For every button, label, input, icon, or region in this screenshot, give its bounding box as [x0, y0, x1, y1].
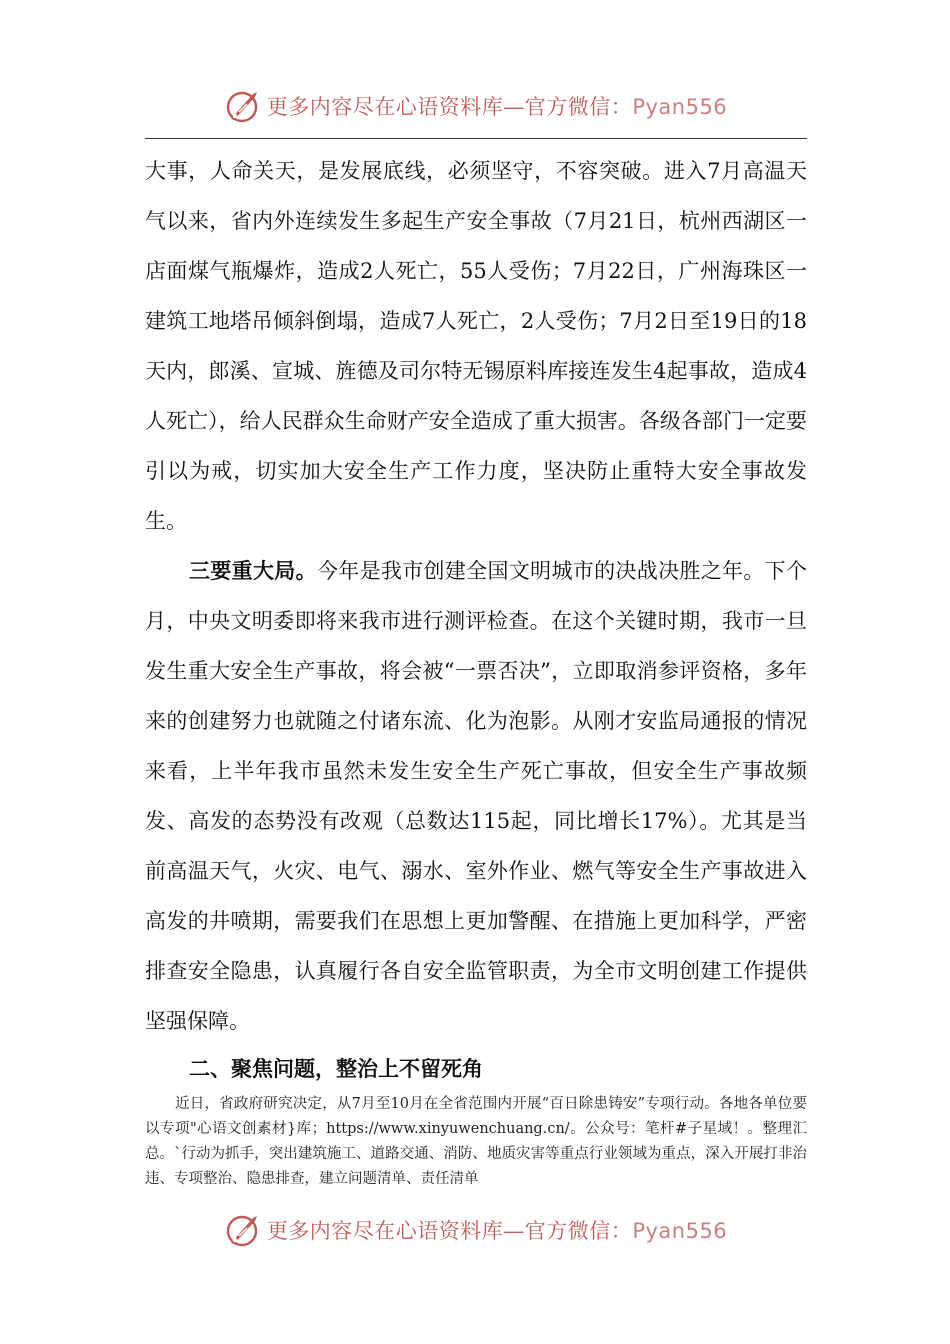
section-heading-2: 二、聚焦问题，整治上不留死角	[189, 1057, 483, 1081]
paragraph-3: 近日，省政府研究决定，从7月至10月在全省范围内开展“百日除患铸安”专项行动。各地各单位要以专项"心语文创素材}库；https://www.xinyuwenchuang.cn/。公众号：笔杆#子星域！。整理汇总。`行动为抓手，突出建筑施工、道路交通、消防、地质灾害等重点行业领域为重点，深入开展打非治违、专项整治、隐患排查，建立问题清单、责任清单	[145, 1096, 807, 1187]
footer-banner-wechat-id: Pyan556	[632, 1219, 728, 1243]
document-body	[145, 146, 807, 1192]
footer-banner-title: 更多内容尽在心语资料库—官方微信：	[266, 1219, 633, 1243]
quill-pen-logo-icon	[223, 86, 263, 126]
banner-title: 更多内容尽在心语资料库—官方微信：	[266, 95, 633, 119]
banner-text	[267, 91, 727, 121]
paragraph-1: 大事，人命关天，是发展底线，必须坚守，不容突破。进入7月高温天气以来，省内外连续发生多起生产安全事故（7月21日，杭州西湖区一店面煤气瓶爆炸，造成2人死亡，55人受伤；7月22日，广州海珠区一建筑工地塔吊倾斜倒塌，造成7人死亡，2人受伤；7月2日至19日的18天内，郎溪、宣城、旌德及司尔特无锡原料库接连发生4起事故，造成4人死亡），给人民群众生命财产安全造成了重大损害。各级各部门一定要引以为戒，切实加大安全生产工作力度，坚决防止重特大安全事故发生。	[145, 159, 807, 533]
footer-banner	[0, 1208, 950, 1252]
paragraph-2-lead: 三要重大局。	[189, 559, 317, 583]
header-divider	[145, 138, 807, 139]
paragraph-2-text: 今年是我市创建全国文明城市的决战决胜之年。下个月，中央文明委即将来我市进行测评检查。在这个关键时期，我市一旦发生重大安全生产事故，将会被“一票否决”，立即取消参评资格，多年来的创建努力也就随之付诸东流、化为泡影。从刚才安监局通报的情况来看，上半年我市虽然未发生安全生产死亡事故，但安全生产事故频发、高发的态势没有改观（总数达115起，同比增长17%）。尤其是当前高温天气，火灾、电气、溺水、室外作业、燃气等安全生产事故进入高发的井喷期，需要我们在思想上更加警醒、在措施上更加科学，严密排查安全隐患，认真履行各自安全监管职责，为全市文明创建工作提供坚强保障。	[145, 559, 808, 1033]
quill-pen-logo-icon	[223, 1210, 263, 1250]
banner-wechat-id: Pyan556	[632, 95, 728, 119]
paragraph-2	[145, 546, 807, 1046]
footer-banner-text	[267, 1215, 727, 1245]
header-banner	[0, 84, 950, 128]
